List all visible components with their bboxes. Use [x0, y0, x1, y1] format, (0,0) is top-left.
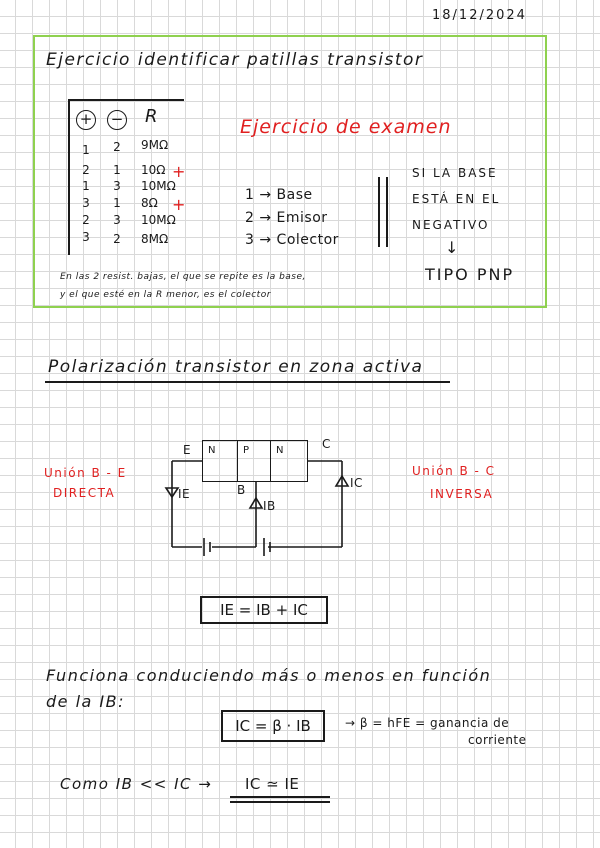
row4-plus: 3	[82, 196, 90, 210]
equation-ic-approx-ie: IC ≃ IE	[245, 775, 300, 793]
base-note-line1: SI LA BASE	[412, 166, 498, 180]
row3-r: 10MΩ	[141, 179, 176, 193]
r-header: R	[145, 106, 158, 127]
row3-minus: 3	[113, 179, 121, 193]
row4-minus: 1	[113, 196, 121, 210]
row5-r: 10MΩ	[141, 213, 176, 227]
label-ie: IE	[178, 487, 191, 501]
minus-header: −	[107, 110, 127, 130]
row1-plus: 1	[82, 143, 90, 157]
union-be-type: DIRECTA	[53, 486, 116, 500]
text-funciona: Funciona conduciendo más o menos en función	[46, 666, 492, 685]
pin-base: 1 → Base	[245, 187, 313, 203]
label-ib: IB	[263, 499, 276, 513]
red-marker-row4: +	[172, 195, 186, 214]
row1-minus: 2	[113, 140, 121, 154]
pin-colector: 3 → Colector	[245, 232, 339, 248]
footnote-line2: y el que esté en la R menor, es el colector	[60, 290, 271, 300]
date: 18/12/2024	[432, 8, 527, 23]
exam-label: Ejercicio de examen	[240, 116, 452, 138]
pin-emisor: 2 → Emisor	[245, 210, 328, 226]
row4-r: 8Ω	[141, 196, 158, 210]
exercise-title: Ejercicio identificar patillas transistor	[46, 50, 424, 70]
eq3-underline-1	[230, 796, 330, 798]
union-bc-type: INVERSA	[430, 487, 494, 501]
label-c: C	[322, 437, 331, 451]
region-n-collector: N	[270, 440, 308, 482]
equation-ic: IC = β · IB	[221, 710, 325, 742]
equation-ie: IE = IB + IC	[200, 596, 328, 624]
union-bc-label: Unión B - C	[412, 464, 496, 478]
eq3-underline-2	[230, 801, 330, 803]
row3-plus: 1	[82, 179, 90, 193]
row6-r: 8MΩ	[141, 232, 169, 246]
row6-minus: 2	[113, 232, 121, 246]
text-como: Como IB << IC →	[60, 775, 213, 793]
beta-definition: → β = hFE = ganancia de	[345, 716, 510, 730]
label-b: B	[237, 483, 246, 497]
row5-plus: 2	[82, 213, 90, 227]
red-marker-row2: +	[172, 162, 186, 181]
region-n-emitter: N	[202, 440, 238, 482]
base-note-line3: NEGATIVO	[412, 218, 490, 232]
label-ic: IC	[350, 476, 363, 490]
row5-minus: 3	[113, 213, 121, 227]
label-e: E	[183, 443, 192, 457]
text-de-la-ib: de la IB:	[46, 692, 126, 711]
footnote-line1: En las 2 resist. bajas, el que se repite es la base,	[60, 272, 306, 282]
union-be-label: Unión B - E	[44, 466, 127, 480]
row2-minus: 1	[113, 163, 121, 177]
base-note-line2: ESTÁ EN EL	[412, 192, 501, 206]
row2-plus: 2	[82, 163, 90, 177]
row6-plus: 3	[82, 230, 90, 244]
down-arrow: ↓	[445, 238, 459, 257]
result-pnp: TIPO PNP	[425, 265, 515, 284]
row1-r: 9MΩ	[141, 138, 169, 152]
section-title: Polarización transistor en zona activa	[48, 357, 424, 377]
plus-header: +	[76, 110, 96, 130]
region-p-base: P	[237, 440, 271, 482]
row2-r: 10Ω	[141, 163, 166, 177]
beta-definition-2: corriente	[468, 733, 527, 747]
